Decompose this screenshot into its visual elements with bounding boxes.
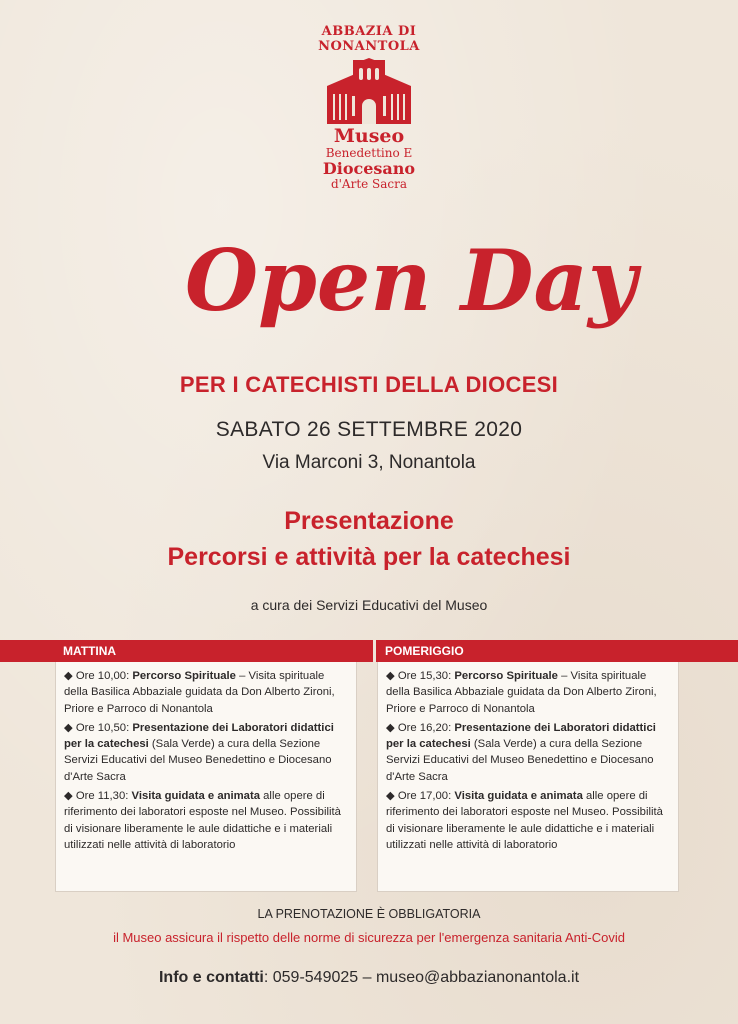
contact-phone[interactable]: 059-549025 [272,969,359,986]
safety-notice: il Museo assicura il rispetto delle norme di sicurezza per l'emergenza sanitaria Anti-Covid [113,930,625,945]
item-time: Ore 10,50: [75,721,130,734]
museum-logo [0,24,738,191]
morning-schedule [55,662,357,892]
curated-by-text: a cura dei Servizi Educativi del Museo [250,597,488,613]
item-title: Presentazione dei Laboratori didattici per la catechesi [64,721,334,751]
logo-museo-text: Museo [333,125,405,147]
afternoon-schedule [377,662,679,892]
contacts-line: Info e contatti: 059-549025 – museo@abbazianonantola.it [158,969,580,986]
schedule-item: ◆ Ore 17,00: Visita guidata e animata alle opere di riferimento dei laboratori esposte nel Museo. Possibilità di visionare liberamente le aule didattiche e i materiali utilizzati nelle attività di laboratorio [386,790,663,851]
logo-abbazia-text: ABBAZIA DI [321,24,417,39]
contacts-label: Info e contatti [158,969,264,986]
booking-notice: LA PRENOTAZIONE È OBBLIGATORIA [257,907,481,921]
open-day-headline [185,218,637,348]
logo-diocesano-text: Diocesano [322,159,416,178]
contact-email-link[interactable]: museo@abbazianonantola.it [375,969,580,986]
abbey-facade-icon [325,58,413,124]
item-text: alle opere di riferimento dei laboratori esposte nel Museo. Possibilità di visionare liberamente le aule didattiche e i materiali utilizzati nelle attività di laboratorio [386,790,663,851]
item-title: Percorso Spirituale [454,670,558,682]
item-title: Presentazione dei Laboratori didattici per la catechesi [386,721,656,751]
open-day-text: Open Day [185,231,637,330]
item-text: alle opere di riferimento dei laboratori esposte nel Museo. Possibilità di visionare liberamente le aule didattiche e i materiali utilizzati nelle attività di laboratorio [64,790,341,851]
item-title: Visita guidata e animata [454,790,583,803]
logo-benedettino-text: Benedettino E [325,146,413,160]
item-time: Ore 17,00: [397,790,452,803]
presentation-title: Presentazione [284,507,454,535]
item-text: – Visita spirituale della Basilica Abbaziale guidata da Don Alberto Zironi, Priore e Parroco di Nonantola [64,670,335,715]
item-title: Visita guidata e animata [131,790,261,803]
schedule-item: ◆ Ore 10,50: Presentazione dei Laboratori didattici per la catechesi (Sala Verde) a cura della Sezione Servizi Educativi del Museo Benedettino e Diocesano d'Arte Sacra [64,721,334,783]
afternoon-heading: POMERIGGIO [385,644,464,658]
item-time: Ore 11,30: [75,790,129,803]
schedule-item: ◆ Ore 10,00: Percorso Spirituale – Visita spirituale della Basilica Abbaziale guidata da Don Alberto Zironi, Priore e Parroco di Nonantola [64,670,335,715]
schedule-item: ◆ Ore 11,30: Visita guidata e animata alle opere di riferimento dei laboratori esposte nel Museo. Possibilità di visionare liberamente le aule didattiche e i materiali utilizzati nelle attività di laboratorio [64,790,341,851]
event-address: Via Marconi 3, Nonantola [262,452,476,473]
schedule-item: ◆ Ore 16,20: Presentazione dei Laboratori didattici per la catechesi (Sala Verde) a cura della Sezione Servizi Educativi del Museo Benedettino e Diocesano d'Arte Sacra [386,721,656,783]
event-subtitle: PER I CATECHISTI DELLA DIOCESI [179,372,559,397]
logo-nonantola-text: NONANTOLA [318,39,420,54]
contact-separator: – [358,969,376,986]
logo-arte-sacra-text: d'Arte Sacra [330,177,408,191]
item-time: Ore 10,00: [75,670,130,682]
item-text: (Sala Verde) a cura della Sezione Servizi Educativi del Museo Benedettino e Diocesano d'Arte Sacra [386,738,654,783]
morning-heading: MATTINA [63,644,117,658]
item-time: Ore 15,30: [397,670,452,682]
item-title: Percorso Spirituale [132,670,236,682]
schedule-divider [373,640,376,662]
item-text: (Sala Verde) a cura della Sezione Servizi Educativi del Museo Benedettino e Diocesano d'Arte Sacra [64,738,332,783]
event-date: SABATO 26 SETTEMBRE 2020 [215,418,523,441]
schedule-item: ◆ Ore 15,30: Percorso Spirituale – Visita spirituale della Basilica Abbaziale guidata da Don Alberto Zironi, Priore e Parroco di Nonantola [386,670,657,715]
item-time: Ore 16,20: [397,721,452,734]
item-text: – Visita spirituale della Basilica Abbaziale guidata da Don Alberto Zironi, Priore e Parroco di Nonantola [386,670,657,715]
presentation-subtitle: Percorsi e attività per la catechesi [167,543,571,571]
